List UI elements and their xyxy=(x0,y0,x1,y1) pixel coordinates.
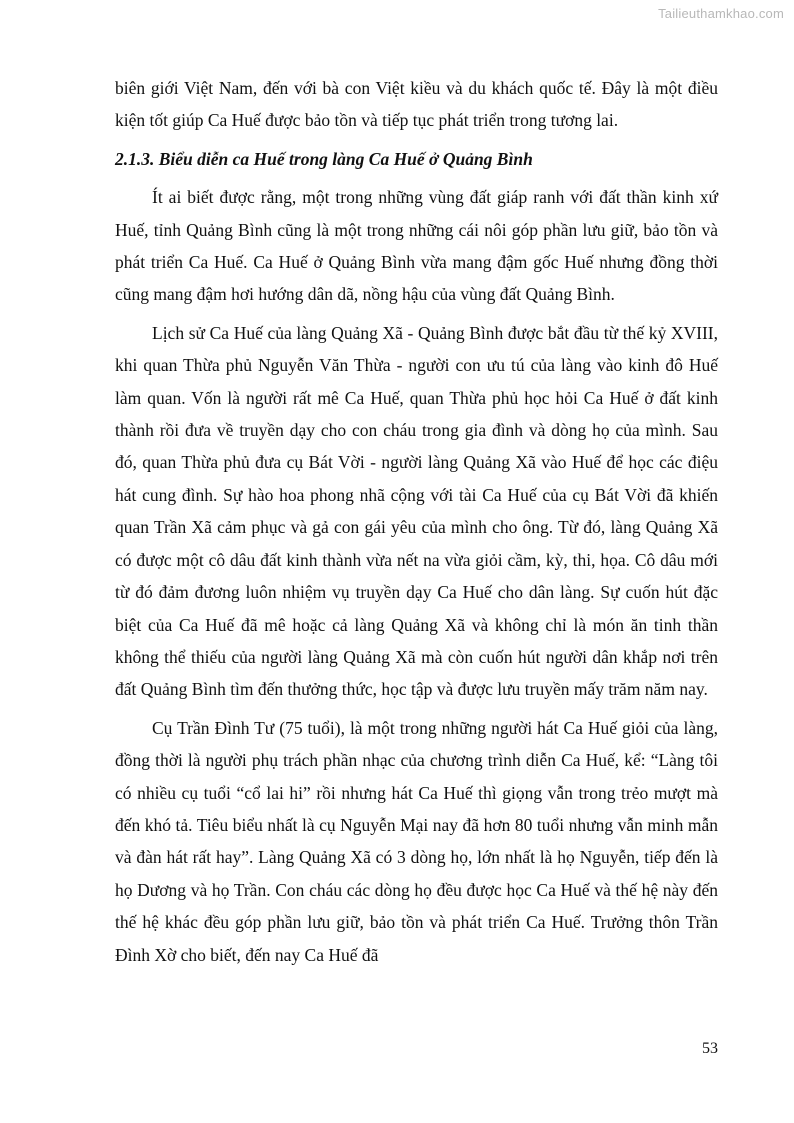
watermark: Tailieuthamkhao.com xyxy=(658,6,784,21)
section-heading: 2.1.3. Biểu diễn ca Huế trong làng Ca Huế ở Quảng Bình xyxy=(115,148,533,169)
paragraph-history: Lịch sử Ca Huế của làng Quảng Xã - Quảng Bình được bắt đầu từ thế kỷ XVIII, khi quan Thừa phủ Nguyễn Văn Thừa - người con ưu tú của làng vào kinh đô Huế làm quan. Vốn là người rất mê Ca Huế, quan Thừa phủ học hỏi Ca Huế ở đất kinh thành rồi đưa về truyền dạy cho con cháu trong gia đình và dòng họ của mình. Sau đó, quan Thừa phủ đưa cụ Bát Vời - người làng Quảng Xã vào Huế để học các điệu hát cung đình. Sự hào hoa phong nhã cộng với tài Ca Huế của cụ Bát Vời đã khiến quan Trần Xã cảm phục và gả con gái yêu của mình cho ông. Từ đó, làng Quảng Xã có được một cô dâu đất kinh thành vừa nết na vừa giỏi cầm, kỳ, thi, họa. Cô dâu mới từ đó đảm đương luôn nhiệm vụ truyền dạy Ca Huế cho dân làng. Sự cuốn hút đặc biệt của Ca Huế đã mê hoặc cả làng Quảng Xã và không chỉ là món ăn tinh thần không thể thiếu của người làng Quảng Xã mà còn cuốn hút người dân khắp nơi trên đất Quảng Bình tìm đến thưởng thức, học tập và được lưu truyền mấy trăm năm nay. xyxy=(115,322,718,700)
paragraph-testimony: Cụ Trần Đình Tư (75 tuổi), là một trong những người hát Ca Huế giỏi của làng, đồng thời là người phụ trách phần nhạc của chương trình diễn Ca Huế, kể: “Làng tôi có nhiều cụ tuổi “cổ lai hi” rồi nhưng hát Ca Huế thì giọng vẫn trong trẻo mượt mà đến khó tả. Tiêu biểu nhất là cụ Nguyễn Mại nay đã hơn 80 tuổi nhưng vẫn minh mẫn và đàn hát rất hay”. Làng Quảng Xã có 3 dòng họ, lớn nhất là họ Nguyễn, tiếp đến là họ Dương và họ Trần. Con cháu các dòng họ đều được học Ca Huế và thế hệ này đến thế hệ khác đều góp phần lưu giữ, bảo tồn và phát triển Ca Huế. Trưởng thôn Trần Đình Xờ cho biết, đến nay Ca Huế đã xyxy=(115,717,718,965)
paragraph-continuation: biên giới Việt Nam, đến với bà con Việt kiều và du khách quốc tế. Đây là một điều kiện tốt giúp Ca Huế được bảo tồn và tiếp tục phát triển trong tương lai. xyxy=(115,78,718,131)
document-body xyxy=(115,72,718,971)
paragraph-intro: Ít ai biết được rằng, một trong những vùng đất giáp ranh với đất thần kinh xứ Huế, tỉnh Quảng Bình cũng là một trong những cái nôi góp phần lưu giữ, bảo tồn và phát triển Ca Huế. Ca Huế ở Quảng Bình vừa mang đậm gốc Huế nhưng đồng thời cũng mang đậm hơi hướng dân dã, nồng hậu của vùng đất Quảng Bình. xyxy=(115,187,718,305)
page-number: 53 xyxy=(702,1040,718,1057)
